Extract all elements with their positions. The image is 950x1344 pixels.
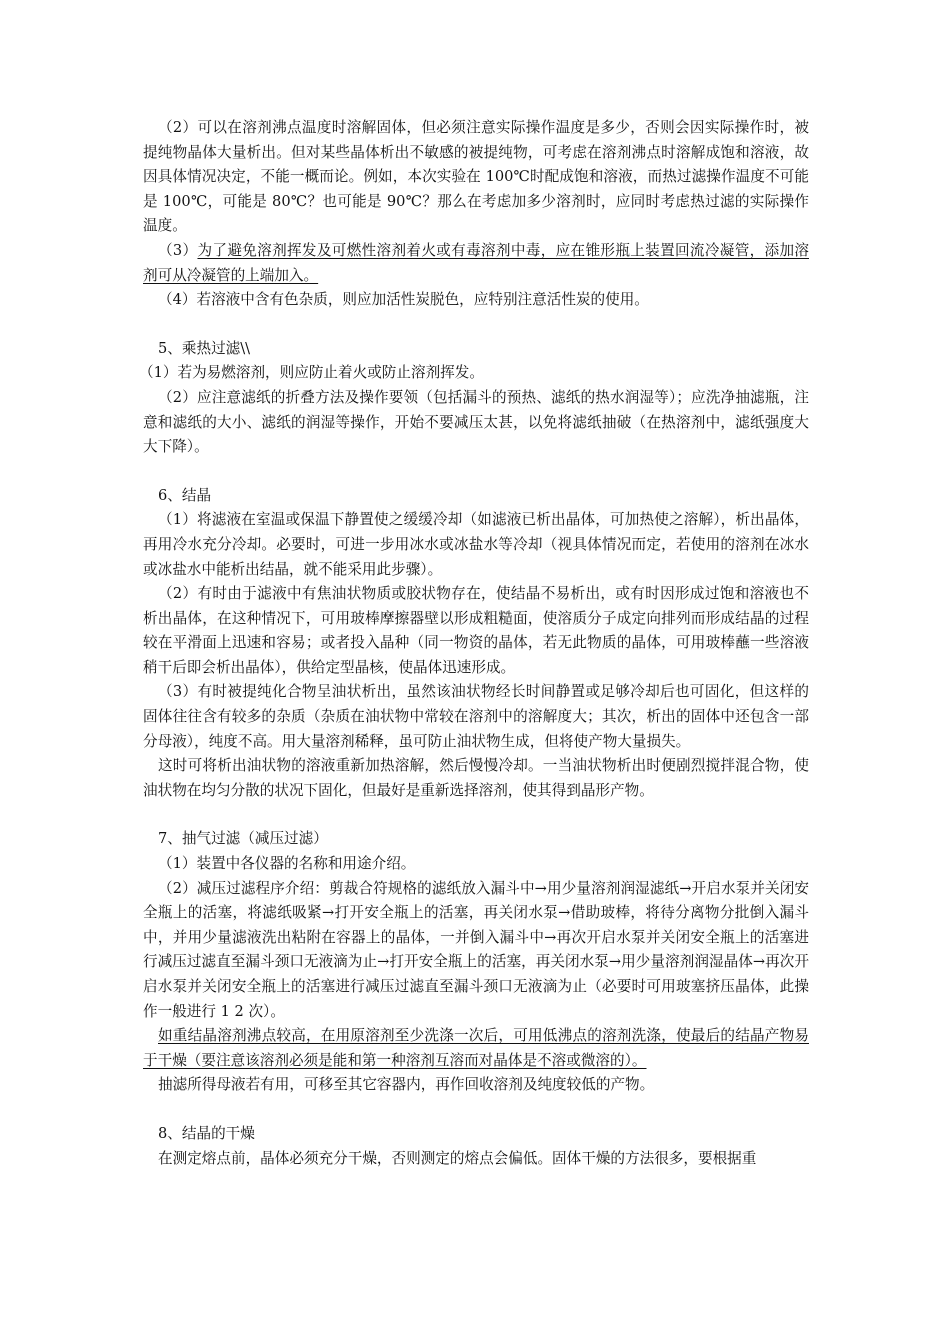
paragraph-7-1: （1）装置中各仪器的名称和用途介绍。 bbox=[158, 855, 416, 873]
section-5-heading: 5、乘热过滤\\ bbox=[158, 339, 251, 357]
section-7-heading: 7、抽气过滤（减压过滤） bbox=[158, 830, 328, 848]
section-8-heading: 8、结晶的干燥 bbox=[158, 1124, 255, 1142]
paragraph-6-1: （1）将滤液在室温或保温下静置使之缓缓冷却（如滤液已析出晶体，可加热使之溶解），析出晶体，再用冷水充分冷却。必要时，可进一步用冰水或冰盐水等冷却（视具体情况而定，若使用的溶剂在冰水或冰盐水中能析出结晶，就不能采用此步骤）。 bbox=[143, 511, 809, 578]
paragraph-5-1: （1）若为易燃溶剂，则应防止着火或防止溶剂挥发。 bbox=[139, 364, 484, 382]
paragraph-4-4: （4）若溶液中含有色杂质，则应加活性炭脱色，应特别注意活性炭的使用。 bbox=[158, 291, 649, 309]
paragraph-6-2: （2）有时由于滤液中有焦油状物质或胶状物存在，使结晶不易析出，或有时因形成过饱和溶液也不析出晶体，在这种情况下，可用玻棒摩擦器壁以形成粗糙面，使溶质分子成定向排列而形成结晶的过程较在平滑面上迅速和容易；或者投入晶种（同一物资的晶体，若无此物质的晶体，可用玻棒蘸一些溶液稍干后即会析出晶体），供给定型晶核，使晶体迅速形成。 bbox=[143, 585, 809, 676]
paragraph-7-2: （2）减压过滤程序介绍：剪裁合符规格的滤纸放入漏斗中→用少量溶剂润湿滤纸→开启水泵并关闭安全瓶上的活塞，将滤纸吸紧→打开安全瓶上的活塞，再关闭水泵→借助玻棒，将待分离物分批倒入漏斗中，并用少量滤液洗出粘附在容器上的晶体，一并倒入漏斗中→再次开启水泵并关闭安全瓶上的活塞进行减压过滤直至漏斗颈口无液滴为止→打开安全瓶上的活塞，再关闭水泵→用少量溶剂润湿晶体→再次开启水泵并关闭安全瓶上的活塞进行减压过滤直至漏斗颈口无液滴为止（必要时可用玻塞挤压晶体，此操作一般进行 1 2 次）。 bbox=[143, 879, 809, 1020]
paragraph-6-4: 这时可将析出油状物的溶液重新加热溶解，然后慢慢冷却。一当油状物析出时便剧烈搅拌混合物，使油状物在均匀分散的状况下固化，但最好是重新选择溶剂，使其得到晶形产物。 bbox=[143, 757, 809, 799]
paragraph-8-1: 在测定熔点前，晶体必须充分干燥，否则测定的熔点会偏低。固体干燥的方法很多，要根据重 bbox=[158, 1149, 757, 1167]
paragraph-4-3-underlined-text: 为了避免溶剂挥发及可燃性溶剂着火或有毒溶剂中毒，应在锥形瓶上装置回流冷凝管，添加溶剂可从冷凝管的上端加入。 bbox=[143, 241, 809, 284]
paragraph-6-3: （3）有时被提纯化合物呈油状析出，虽然该油状物经长时间静置或足够冷却后也可固化，但这样的固体往往含有较多的杂质（杂质在油状物中常较在溶剂中的溶解度大；其次，析出的固体中还包含一部分母液），纯度不高。用大量溶剂稀释，虽可防止油状物生成，但将使产物大量损失。 bbox=[143, 683, 809, 750]
paragraph-7-3-underlined-text: 如重结晶溶剂沸点较高，在用原溶剂至少洗涤一次后，可用低沸点的溶剂洗涤，使最后的结晶产物易于干燥（要注意该溶剂必须是能和第一种溶剂互溶而对晶体是不溶或微溶的）。 bbox=[143, 1027, 809, 1069]
paragraph-4-3 bbox=[143, 239, 809, 288]
paragraph-4-3-number: （3） bbox=[158, 241, 198, 259]
paragraph-5-2: （2）应注意滤纸的折叠方法及操作要领（包括漏斗的预热、滤纸的热水润湿等）；应洗净抽滤瓶，注意和滤纸的大小、滤纸的润湿等操作，开始不要减压太甚，以免将滤纸抽破（在热溶剂中，滤纸强度大大下降）。 bbox=[143, 388, 809, 456]
paragraph-7-4: 抽滤所得母液若有用，可移至其它容器内，再作回收溶剂及纯度较低的产物。 bbox=[158, 1076, 655, 1094]
paragraph-4-2: （2）可以在溶剂沸点温度时溶解固体，但必须注意实际操作温度是多少，否则会因实际操作时，被提纯物晶体大量析出。但对某些晶体析出不敏感的被提纯物，可考虑在溶剂沸点时溶解成饱和溶液，故因具体情况决定，不能一概而论。例如，本次实验在 100℃时配成饱和溶液，而热过滤操作温度不可能是 100℃，可能是 80℃？也可能是 90℃？那么在考虑加多少溶剂时，应同时考虑热过滤的实际操作温度。 bbox=[143, 119, 809, 235]
section-6-heading: 6、结晶 bbox=[158, 486, 212, 504]
paragraph-7-3 bbox=[143, 1024, 809, 1073]
document-body bbox=[139, 116, 809, 1171]
